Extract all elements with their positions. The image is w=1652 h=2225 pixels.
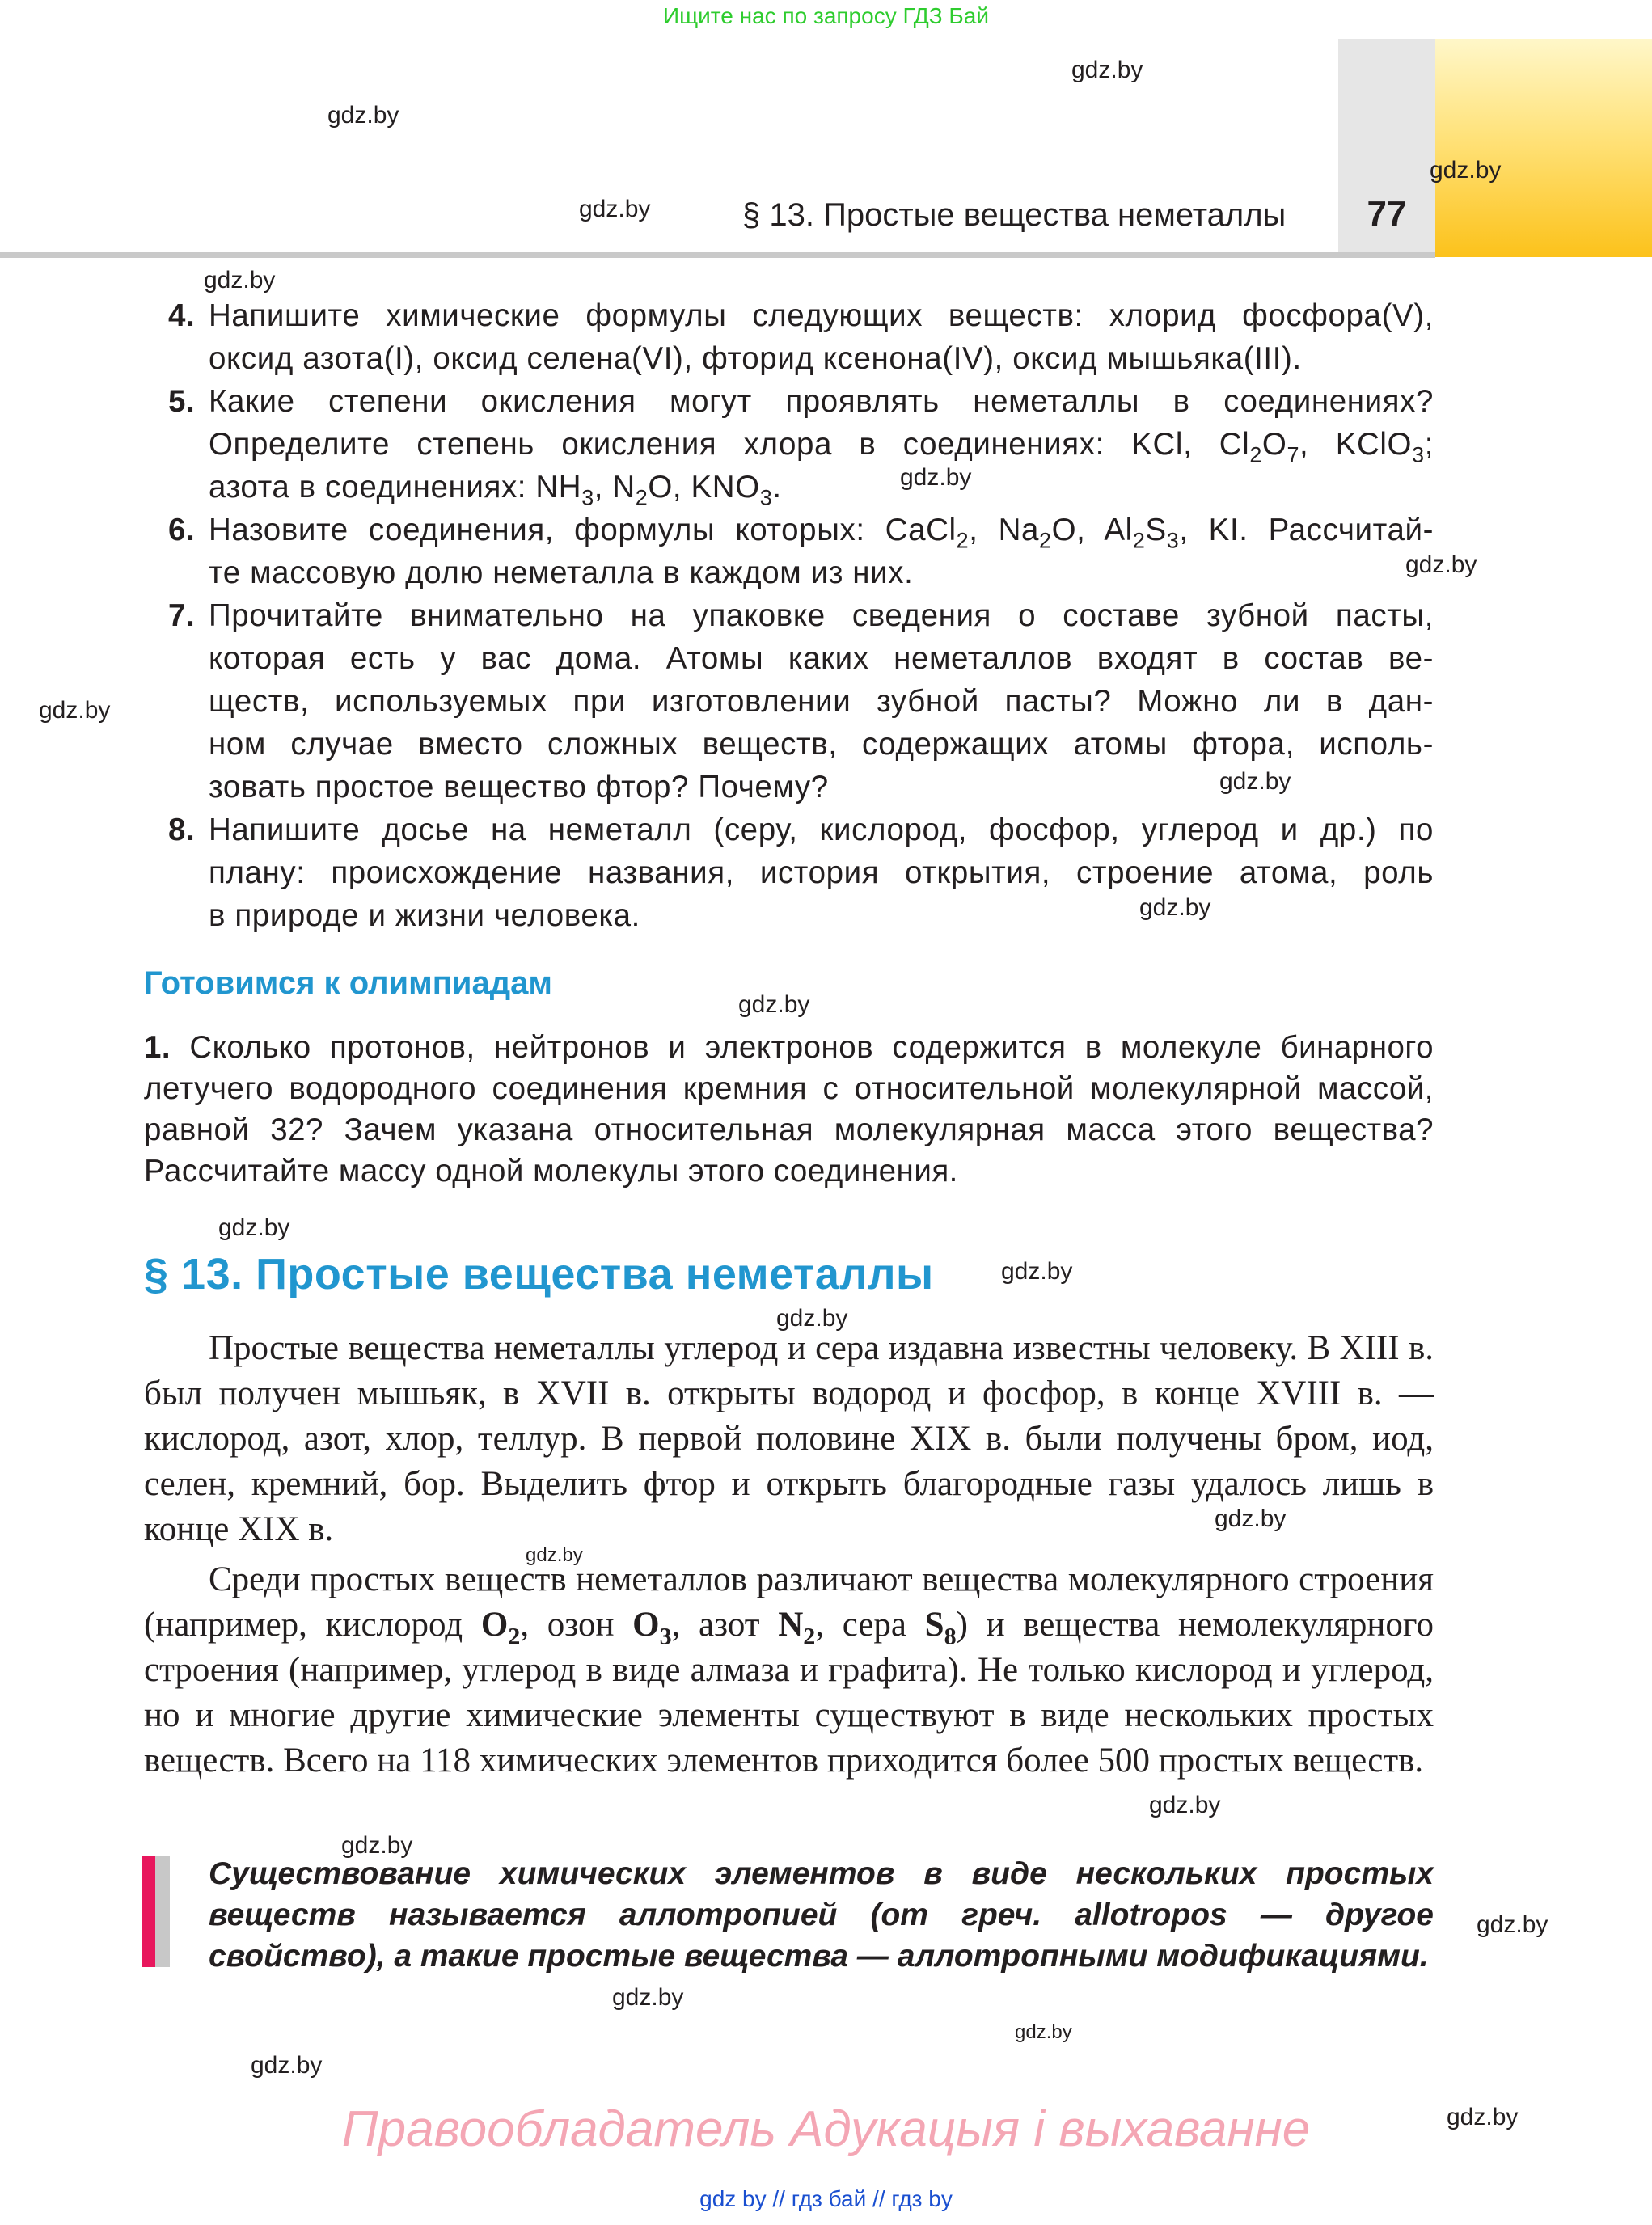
- olympiad-task: [144, 1027, 1434, 1192]
- running-header-title: § 13. Простые вещества неметаллы: [742, 197, 1287, 233]
- watermark: gdz.by: [579, 196, 651, 222]
- task-8: [168, 809, 1434, 937]
- watermark: gdz.by: [900, 464, 972, 491]
- watermark: gdz.by: [1215, 1505, 1287, 1532]
- definition-marker: [142, 1856, 155, 1967]
- watermark: gdz.by: [738, 991, 810, 1018]
- definition-marker-shadow: [155, 1856, 170, 1967]
- task-line: зовать простое вещество фтор? Почему?: [209, 770, 829, 804]
- task-line: оксид азота(I), оксид селена(VI), фторид ксенона(IV), оксид мышьяка(III).: [209, 341, 1302, 376]
- task-number: 6.: [168, 513, 196, 547]
- task-5: [168, 380, 1434, 510]
- watermark: gdz.by: [526, 1544, 583, 1566]
- task-7: [168, 594, 1434, 809]
- task-number: 5.: [168, 384, 196, 419]
- task-line: ном случае вместо сложных веществ, содержащих атомы фтора, исполь-: [209, 727, 1434, 762]
- task-6: [168, 509, 1434, 594]
- top-note: Ищите нас по запросу ГДЗ Бай: [662, 3, 990, 28]
- watermark: gdz.by: [776, 1305, 848, 1332]
- paragraph-2: Среди простых веществ неметаллов различают вещества молекулярного строения (например, кислород $O_2$, озон $O_3$, азот $N_2$, сера $S_8$) и вещества немолекулярного строения (например, углерод в виде алмаза и графита). Не только кислород и углерод, но и многие другие химические элементы существуют в виде нескольких простых веществ. Всего на 118 химических элементов приходится более 500 простых веществ.: [144, 1560, 1434, 1780]
- page-number: 77: [1367, 194, 1407, 234]
- section-title: § 13. Простые вещества неметаллы: [144, 1250, 934, 1298]
- task-line: Назовите соединения, формулы которых: CaCl$_2$, $Na_2O$, $Al_2S_3$, KI. Рассчитай-: [209, 513, 1434, 553]
- header-yellow-block: [1435, 39, 1652, 257]
- olympiad-heading: Готовимся к олимпиадам: [144, 965, 552, 1001]
- watermark: gdz.by: [1447, 2104, 1519, 2130]
- watermark: gdz.by: [251, 2052, 323, 2079]
- task-line: Напишите досье на неметалл (серу, кислород, фосфор, углерод и др.) по: [209, 813, 1434, 847]
- olympiad-task-number: 1.: [144, 1030, 171, 1065]
- watermark: gdz.by: [612, 1984, 684, 2011]
- watermark: gdz.by: [218, 1214, 290, 1241]
- task-number: 7.: [168, 598, 196, 633]
- task-line: плану: происхождение названия, история открытия, строение атома, роль: [209, 855, 1434, 890]
- paragraph-1: Простые вещества неметаллы углерод и сера издавна известны человеку. В XIII в. был получен мышьяк, в XVII в. открыты водород и фосфор, в конце XVIII в. — кислород, азот, хлор, теллур. В первой половине XIX в. были получены бром, иод, селен, кремний, бор. Выделить фтор и открыть благородные газы удалось лишь в конце XIX в.: [144, 1329, 1434, 1548]
- watermark: gdz.by: [1149, 1792, 1221, 1818]
- watermark: gdz.by: [1139, 894, 1211, 921]
- task-line: Прочитайте внимательно на упаковке сведения о составе зубной пасты,: [209, 598, 1434, 633]
- watermark: gdz.by: [327, 102, 399, 129]
- watermark: gdz.by: [341, 1832, 413, 1859]
- watermark: gdz.by: [1405, 551, 1477, 578]
- watermark: gdz.by: [39, 697, 111, 724]
- copyright-notice: Правообладатель Адукацыя і выхаванне: [341, 2101, 1311, 2157]
- olympiad-task-text: Сколько протонов, нейтронов и электронов содержится в молекуле бинарного летучего водородного соединения кремния с относительной молекулярной массой, равной 32? Зачем указана относительная молекулярная масса этого вещества? Рассчитайте массу одной молекулы этого соединения.: [144, 1030, 1434, 1188]
- task-line: Напишите химические формулы следующих веществ: хлорид фосфора(V),: [209, 298, 1434, 333]
- task-line: которая есть у вас дома. Атомы каких неметаллов входят в состав ве-: [209, 641, 1434, 676]
- watermark: gdz.by: [1001, 1258, 1073, 1285]
- watermark: gdz.by: [1430, 157, 1502, 184]
- watermark: gdz.by: [1477, 1911, 1548, 1938]
- header-rule: [0, 252, 1435, 258]
- task-4: [168, 294, 1434, 380]
- task-number: 8.: [168, 813, 196, 847]
- task-line: Какие степени окисления могут проявлять неметаллы в соединениях?: [209, 384, 1434, 419]
- task-line: ществ, используемых при изготовлении зубной пасты? Можно ли в дан-: [209, 684, 1434, 719]
- task-line: в природе и жизни человека.: [209, 898, 640, 933]
- task-line: те массовую долю неметалла в каждом из них.: [209, 555, 914, 590]
- allotropy-definition: Существование химических элементов в виде нескольких простых веществ называется аллотропией (от греч. allotropos — другое свойство), а такие простые вещества — аллотропными модификациями.: [209, 1856, 1434, 1974]
- watermark: gdz.by: [1071, 57, 1143, 83]
- task-line: азота в соединениях: $NH_3$, $N_2O$, $KNO_3$.: [209, 470, 782, 510]
- footer-links: gdz by // гдз бай // гдз by: [699, 2186, 953, 2211]
- task-number: 4.: [168, 298, 196, 333]
- watermark: gdz.by: [1219, 768, 1291, 795]
- watermark: gdz.by: [1015, 2021, 1072, 2043]
- task-line: Определите степень окисления хлора в соединениях: KCl, $Cl_2O_7$, KClO$_3$;: [209, 427, 1434, 467]
- watermark: gdz.by: [204, 267, 276, 293]
